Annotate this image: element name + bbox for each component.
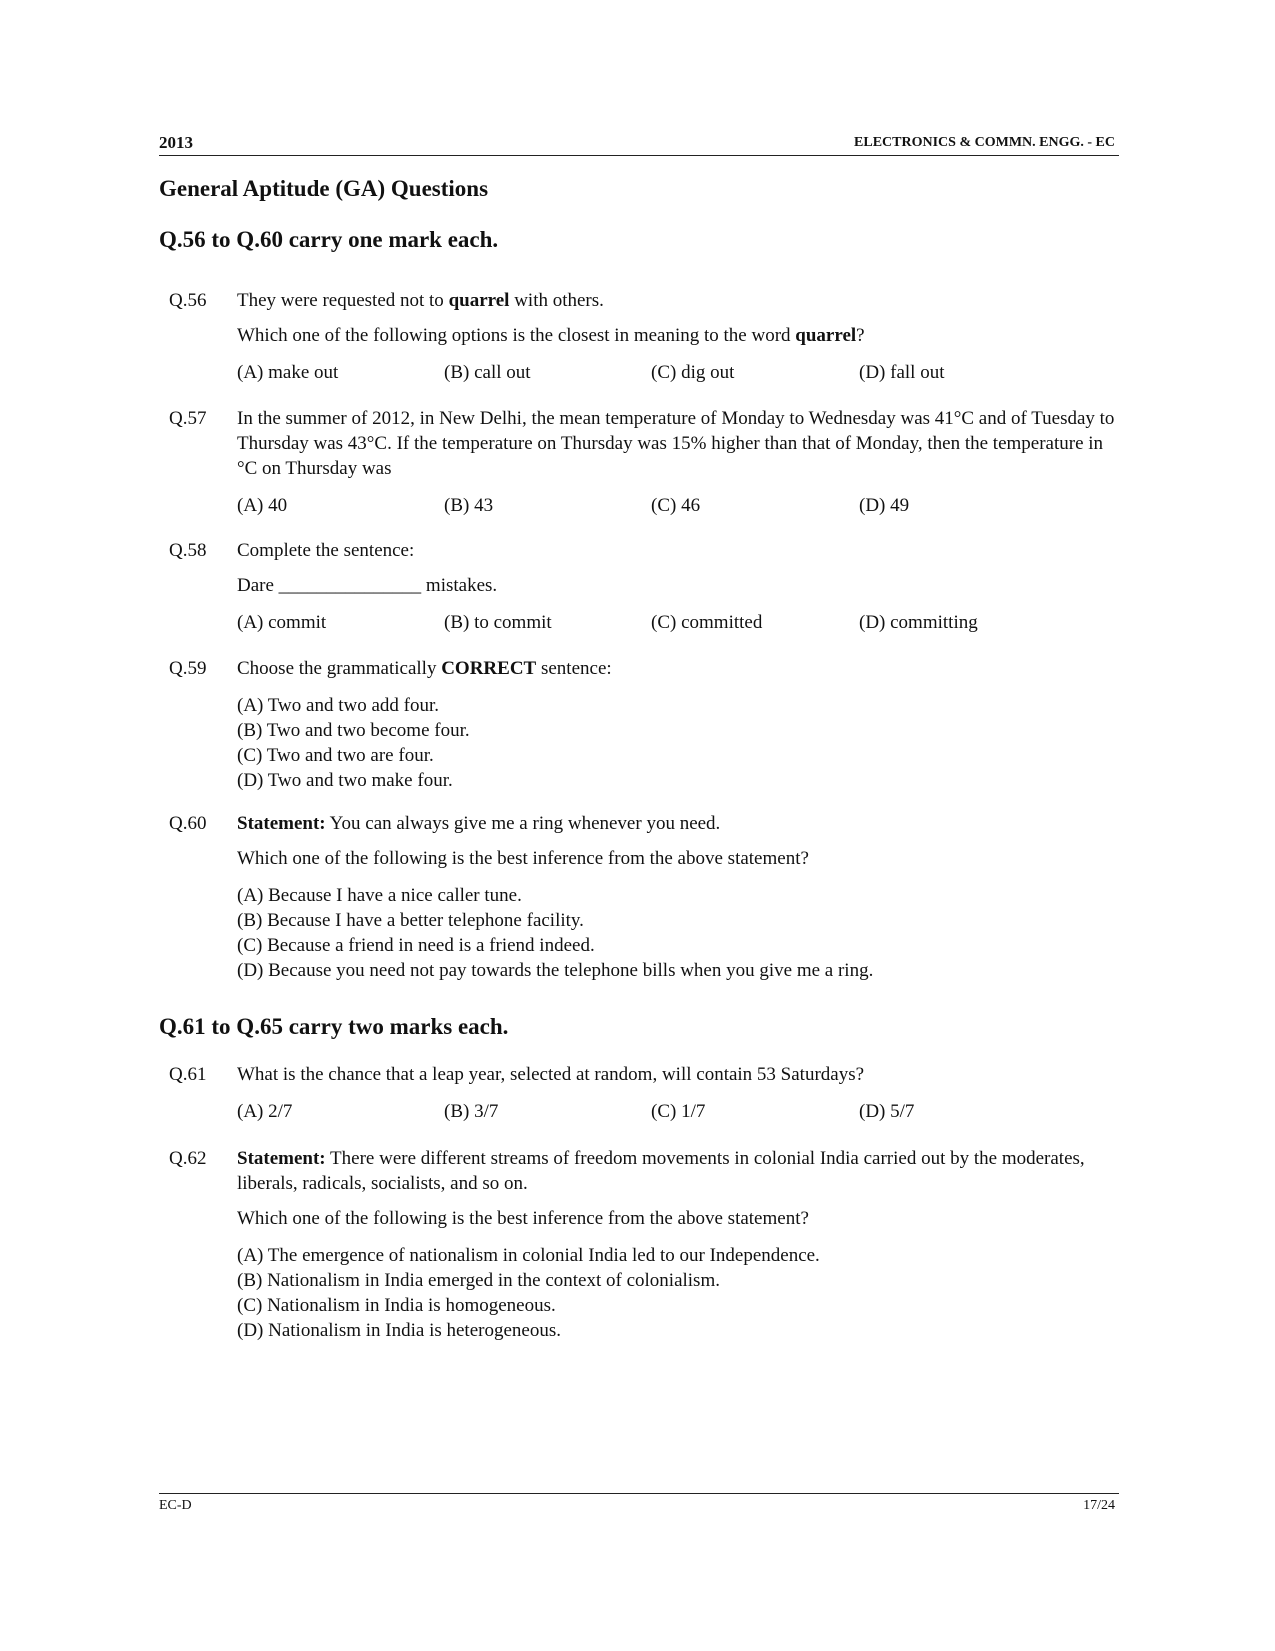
options-list	[237, 883, 1117, 983]
option-b: (B) call out	[444, 362, 531, 383]
question-number: Q.61	[169, 1064, 207, 1085]
option-b: (B) to commit	[444, 612, 552, 633]
option-d: (D) Because you need not pay towards the telephone bills when you give me a ring.	[237, 960, 874, 981]
option-b: (B) 3/7	[444, 1101, 499, 1122]
options-row	[237, 493, 1117, 518]
option-d: (D) fall out	[859, 362, 945, 383]
option-b: (B) Nationalism in India emerged in the context of colonialism.	[237, 1270, 720, 1291]
option-d: (D) Two and two make four.	[237, 770, 453, 791]
options-list	[237, 1243, 1117, 1343]
options-list	[237, 693, 1117, 793]
question-text: Complete the sentence:	[237, 540, 415, 561]
option-a: (A) The emergence of nationalism in colonial India led to our Independence.	[237, 1245, 820, 1266]
option-a: (A) Because I have a nice caller tune.	[237, 885, 522, 906]
option-b: (B) Because I have a better telephone facility.	[237, 910, 584, 931]
statement-text: Statement: There were different streams of freedom movements in colonial India carried out by the moderates, liberals, radicals, socialists, and so on.	[237, 1148, 1085, 1194]
fill-in-sentence: Dare _______________ mistakes.	[237, 575, 498, 596]
section-title: General Aptitude (GA) Questions	[159, 176, 489, 201]
option-c: (C) 1/7	[651, 1101, 706, 1122]
subject-title: ELECTRONICS & COMMN. ENGG. - EC	[854, 135, 1115, 150]
question-text: They were requested not to quarrel with others.	[237, 290, 604, 311]
options-row	[237, 360, 1117, 385]
question-text: In the summer of 2012, in New Delhi, the mean temperature of Monday to Wednesday was 41°C and of Tuesday to Thursday was 43°C. If the temperature on Thursday was 15% higher than that of Monday, then the temperature in °C on Thursday was	[237, 408, 1115, 479]
option-c: (C) Nationalism in India is homogeneous.	[237, 1295, 556, 1316]
paper-code: EC-D	[159, 1498, 192, 1513]
question-prompt: Which one of the following options is the closest in meaning to the word quarrel?	[237, 325, 865, 346]
option-c: (C) dig out	[651, 362, 735, 383]
option-c: (C) 46	[651, 495, 701, 516]
question-number: Q.57	[169, 408, 207, 429]
statement-text: Statement: You can always give me a ring whenever you need.	[237, 813, 721, 834]
option-d: (D) committing	[859, 612, 978, 633]
question-number: Q.60	[169, 813, 207, 834]
question-prompt: Which one of the following is the best inference from the above statement?	[237, 848, 809, 869]
question-text: Choose the grammatically CORRECT sentence:	[237, 658, 612, 679]
option-d: (D) 49	[859, 495, 910, 516]
group1-title: Q.56 to Q.60 carry one mark each.	[159, 227, 499, 252]
question-number: Q.59	[169, 658, 207, 679]
page-number: 17/24	[1083, 1498, 1115, 1513]
option-a: (A) commit	[237, 612, 327, 633]
question-number: Q.56	[169, 290, 207, 311]
option-a: (A) Two and two add four.	[237, 695, 440, 716]
option-d: (D) 5/7	[859, 1101, 915, 1122]
page-footer	[159, 1493, 1119, 1513]
options-row	[237, 610, 1117, 635]
question-number: Q.58	[169, 540, 207, 561]
options-row	[237, 1099, 1117, 1124]
question-prompt: Which one of the following is the best inference from the above statement?	[237, 1208, 809, 1229]
exam-year: 2013	[159, 133, 193, 152]
option-a: (A) 2/7	[237, 1101, 293, 1122]
page-header	[159, 133, 1119, 156]
option-c: (C) Because a friend in need is a friend indeed.	[237, 935, 595, 956]
option-a: (A) 40	[237, 495, 288, 516]
option-c: (C) Two and two are four.	[237, 745, 434, 766]
question-number: Q.62	[169, 1148, 207, 1169]
option-c: (C) committed	[651, 612, 763, 633]
option-b: (B) 43	[444, 495, 494, 516]
group2-title: Q.61 to Q.65 carry two marks each.	[159, 1014, 509, 1039]
option-d: (D) Nationalism in India is heterogeneous.	[237, 1320, 561, 1341]
option-a: (A) make out	[237, 362, 339, 383]
question-text: What is the chance that a leap year, selected at random, will contain 53 Saturdays?	[237, 1064, 865, 1085]
option-b: (B) Two and two become four.	[237, 720, 470, 741]
